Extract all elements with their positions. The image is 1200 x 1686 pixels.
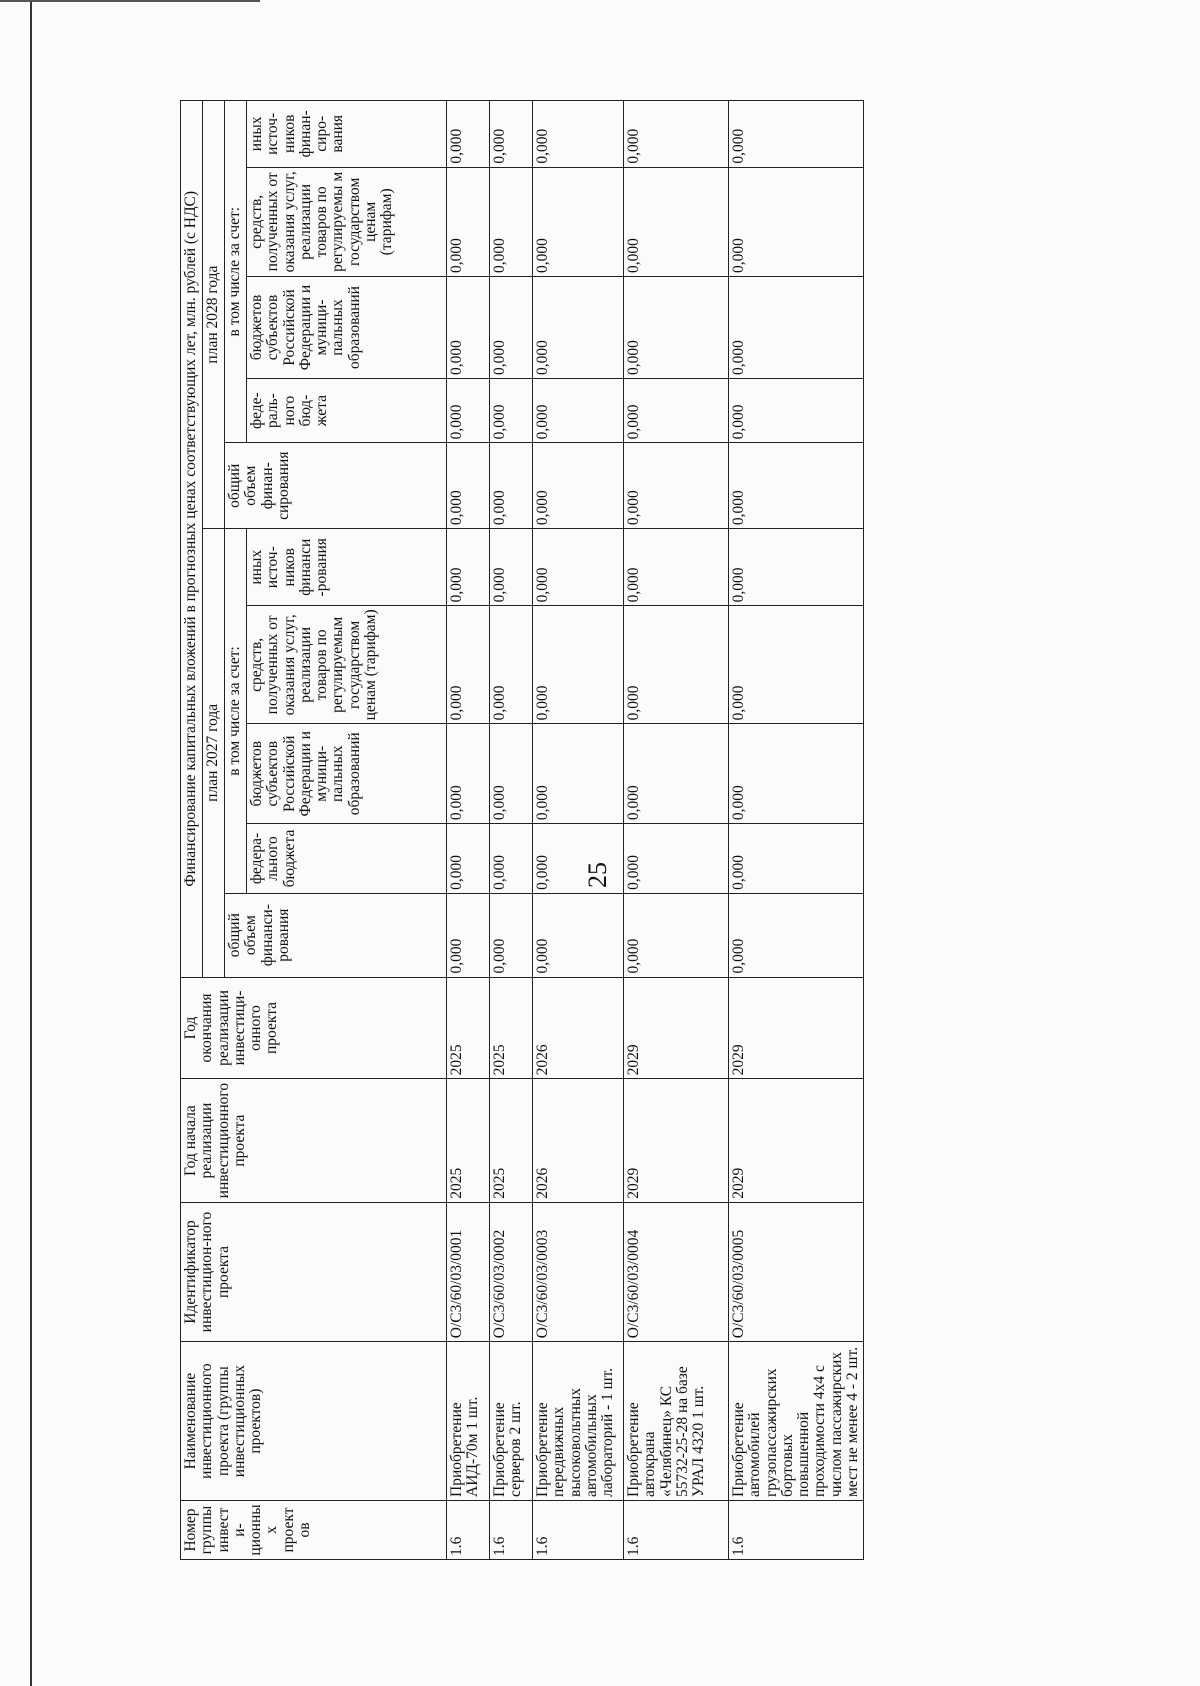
cell-value: 0,000	[729, 529, 864, 606]
header-federal-2028: феде-раль-ного бюд-жета	[247, 378, 447, 442]
cell-value: 0,000	[490, 529, 533, 606]
header-regional-2027: бюджетов субъектов Российской Федерации и муници-пальных образований	[247, 724, 447, 824]
cell-value: 0,000	[729, 378, 864, 442]
cell-project-name: Приобретение АИД-70м 1 шт.	[447, 1342, 490, 1501]
cell-start-year: 2026	[533, 1079, 624, 1202]
page-number: 25	[583, 862, 612, 888]
table-row	[447, 101, 490, 1560]
header-regional-2028: бюджетов субъектов Российской Федерации и муници-пальных образований	[247, 277, 447, 379]
header-tariff-2028: средств, полученных от оказания услуг, реализации товаров по регулируемы м государством ценам (тарифам)	[247, 167, 447, 276]
cell-value: 0,000	[490, 277, 533, 379]
cell-value: 0,000	[447, 101, 490, 168]
cell-value: 0,000	[447, 378, 490, 442]
cell-value: 0,000	[624, 277, 729, 379]
cell-group: 1.6	[490, 1501, 533, 1560]
cell-end-year: 2025	[490, 977, 533, 1079]
cell-project-name: Приобретение автомобилей грузопассажирских бортовых повышенной проходимости 4x4 с числом пассажирских мест не менее 4 - 2 шт.	[729, 1342, 864, 1501]
cell-value: 0,000	[624, 893, 729, 977]
cell-value: 0,000	[533, 724, 624, 824]
header-federal-2027: федера-льного бюджета	[247, 824, 447, 894]
cell-group: 1.6	[624, 1501, 729, 1560]
header-plan-2028: план 2028 года	[203, 101, 225, 529]
cell-project-id: O/C3/60/03/0001	[447, 1202, 490, 1341]
cell-value: 0,000	[729, 277, 864, 379]
cell-start-year: 2029	[729, 1079, 864, 1202]
header-total-volume-2027: общий объем финанси-рования	[225, 893, 447, 977]
cell-value: 0,000	[533, 529, 624, 606]
cell-value: 0,000	[729, 443, 864, 529]
cell-value: 0,000	[447, 606, 490, 724]
cell-project-id: O/C3/60/03/0002	[490, 1202, 533, 1341]
header-other-2028: иных источ-ников финан-сиро-вания	[247, 101, 447, 168]
cell-group: 1.6	[533, 1501, 624, 1560]
cell-value: 0,000	[729, 893, 864, 977]
table-row	[729, 101, 864, 1560]
cell-value: 0,000	[624, 529, 729, 606]
header-including-2027: в том числе за счет:	[225, 529, 247, 894]
cell-value: 0,000	[729, 724, 864, 824]
cell-value: 0,000	[447, 824, 490, 894]
investment-table	[180, 100, 864, 1560]
header-including-2028: в том числе за счет:	[225, 101, 247, 443]
table-row	[624, 101, 729, 1560]
cell-project-id: O/C3/60/03/0003	[533, 1202, 624, 1341]
page-top-edge	[0, 0, 260, 2]
cell-value: 0,000	[533, 893, 624, 977]
cell-value: 0,000	[490, 443, 533, 529]
cell-value: 0,000	[729, 101, 864, 168]
header-project-name: Наименование инвестиционного проекта (группы инвестиционных проектов)	[181, 1342, 447, 1501]
cell-value: 0,000	[490, 101, 533, 168]
cell-group: 1.6	[729, 1501, 864, 1560]
cell-end-year: 2029	[729, 977, 864, 1079]
cell-value: 0,000	[624, 378, 729, 442]
cell-value: 0,000	[490, 167, 533, 276]
header-start-year: Год начала реализации инвестиционного проекта	[181, 1079, 447, 1202]
table-row	[490, 101, 533, 1560]
cell-value: 0,000	[729, 824, 864, 894]
cell-value: 0,000	[490, 893, 533, 977]
cell-end-year: 2026	[533, 977, 624, 1079]
cell-value: 0,000	[729, 167, 864, 276]
cell-value: 0,000	[490, 824, 533, 894]
header-end-year: Год окончания реализации инвестици-онного проекта	[181, 977, 447, 1079]
header-project-id: Идентификатор инвестицион-ного проекта	[181, 1202, 447, 1341]
header-tariff-2027: средств, полученных от оказания услуг, реализации товаров по регулируемым государством ценам (тарифам)	[247, 606, 447, 724]
cell-value: 0,000	[447, 167, 490, 276]
cell-value: 0,000	[533, 167, 624, 276]
cell-value: 0,000	[490, 724, 533, 824]
cell-value: 0,000	[533, 101, 624, 168]
cell-value: 0,000	[624, 101, 729, 168]
cell-end-year: 2029	[624, 977, 729, 1079]
cell-start-year: 2025	[447, 1079, 490, 1202]
cell-end-year: 2025	[447, 977, 490, 1079]
cell-value: 0,000	[533, 606, 624, 724]
cell-project-id: O/C3/60/03/0004	[624, 1202, 729, 1341]
table-row	[533, 101, 624, 1560]
cell-value: 0,000	[447, 529, 490, 606]
rotated-table-container	[180, 100, 940, 1560]
cell-value: 0,000	[624, 724, 729, 824]
cell-start-year: 2029	[624, 1079, 729, 1202]
cell-value: 0,000	[533, 378, 624, 442]
cell-value: 0,000	[490, 378, 533, 442]
cell-project-name: Приобретение автокрана «Челябинец» КС 55732-25-28 на базе УРАЛ 4320 1 шт.	[624, 1342, 729, 1501]
cell-value: 0,000	[447, 277, 490, 379]
header-financing: Финансирование капитальных вложений в прогнозных ценах соответствующих лет, млн. рублей (с НДС)	[181, 101, 203, 978]
cell-value: 0,000	[624, 606, 729, 724]
cell-value: 0,000	[533, 824, 624, 894]
cell-project-id: O/C3/60/03/0005	[729, 1202, 864, 1341]
header-plan-2027: план 2027 года	[203, 529, 225, 977]
cell-value: 0,000	[624, 443, 729, 529]
page-left-edge	[30, 0, 32, 1686]
cell-value: 0,000	[447, 724, 490, 824]
cell-value: 0,000	[729, 606, 864, 724]
cell-value: 0,000	[533, 277, 624, 379]
cell-project-name: Приобретение передвижных высоковольтных автомобильных лабораторий - 1 шт.	[533, 1342, 624, 1501]
header-group-number: Номер группы инвести-ционных проектов	[181, 1501, 447, 1560]
cell-value: 0,000	[624, 824, 729, 894]
cell-value: 0,000	[490, 606, 533, 724]
cell-value: 0,000	[447, 443, 490, 529]
cell-start-year: 2025	[490, 1079, 533, 1202]
cell-project-name: Приобретение серверов 2 шт.	[490, 1342, 533, 1501]
header-total-volume-2028: общий объем финан-сирования	[225, 443, 447, 529]
cell-group: 1.6	[447, 1501, 490, 1560]
cell-value: 0,000	[624, 167, 729, 276]
cell-value: 0,000	[533, 443, 624, 529]
cell-value: 0,000	[447, 893, 490, 977]
header-other-2027: иных источ-ников финанси -рования	[247, 529, 447, 606]
